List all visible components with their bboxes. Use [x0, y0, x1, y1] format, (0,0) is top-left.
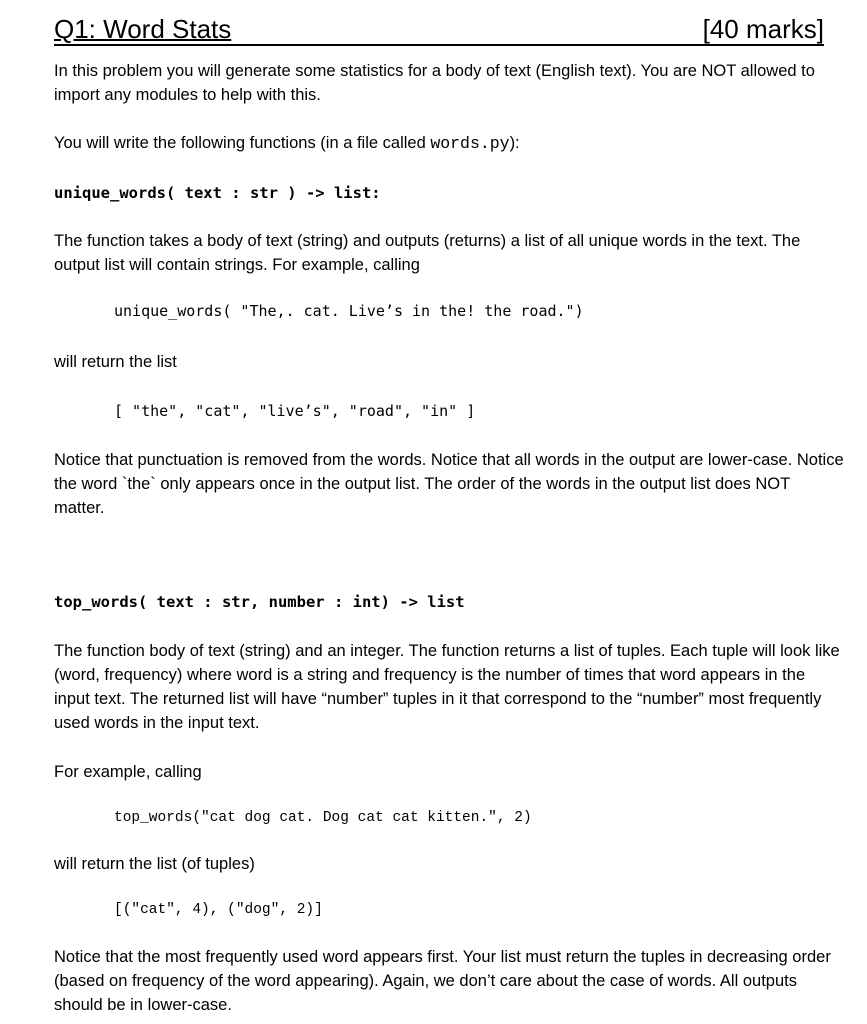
unique-words-notice: Notice that punctuation is removed from the words. Notice that all words in the output are lower-case. Notice the word `the` only appears once in the output list. The order of the words in the output list does NOT matter.: [54, 451, 844, 517]
unique-words-example-call: unique_words( "The,. cat. Live’s in the! the road."): [114, 302, 584, 320]
top-words-will-return: will return the list (of tuples): [54, 855, 255, 873]
unique-words-description: The function takes a body of text (string) and outputs (returns) a list of all unique words in the text. The output list will contain strings. For example, calling: [54, 232, 801, 274]
unique-words-will-return: will return the list: [54, 353, 177, 371]
question-header: [54, 14, 824, 46]
write-intro-before: You will write the following functions (in a file called: [54, 134, 431, 152]
top-words-example-call: top_words("cat dog cat. Dog cat cat kitten.", 2): [114, 810, 532, 826]
top-words-description: The function body of text (string) and an integer. The function returns a list of tuples. Each tuple will look like (word, frequency) where word is a string and frequency is the number of times that word appears in the input text. The returned list will have “number” tuples in it that correspond to the “number” most frequently used words in the input text.: [54, 642, 840, 732]
top-words-for-example: For example, calling: [54, 763, 202, 781]
filename: words.py: [430, 134, 510, 153]
unique-words-signature: unique_words( text : str ) -> list:: [54, 184, 381, 202]
top-words-signature: top_words( text : str, number : int) -> list: [54, 593, 465, 611]
top-words-notice: Notice that the most frequently used word appears first. Your list must return the tuples in decreasing order (based on frequency of the word appearing). Again, we don’t care about the case of words. All outputs should be in lower-case.: [54, 948, 831, 1014]
question-title: Q1: Word Stats: [54, 14, 232, 44]
unique-words-example-result: [ "the", "cat", "live’s", "road", "in" ]: [114, 402, 476, 420]
write-intro-paragraph: [54, 131, 844, 156]
write-intro-after: ):: [509, 134, 520, 152]
top-words-example-result: [("cat", 4), ("dog", 2)]: [114, 902, 323, 918]
intro-paragraph: In this problem you will generate some statistics for a body of text (English text). You are NOT allowed to import any modules to help with this.: [54, 62, 815, 104]
question-marks: [40 marks]: [702, 14, 824, 44]
